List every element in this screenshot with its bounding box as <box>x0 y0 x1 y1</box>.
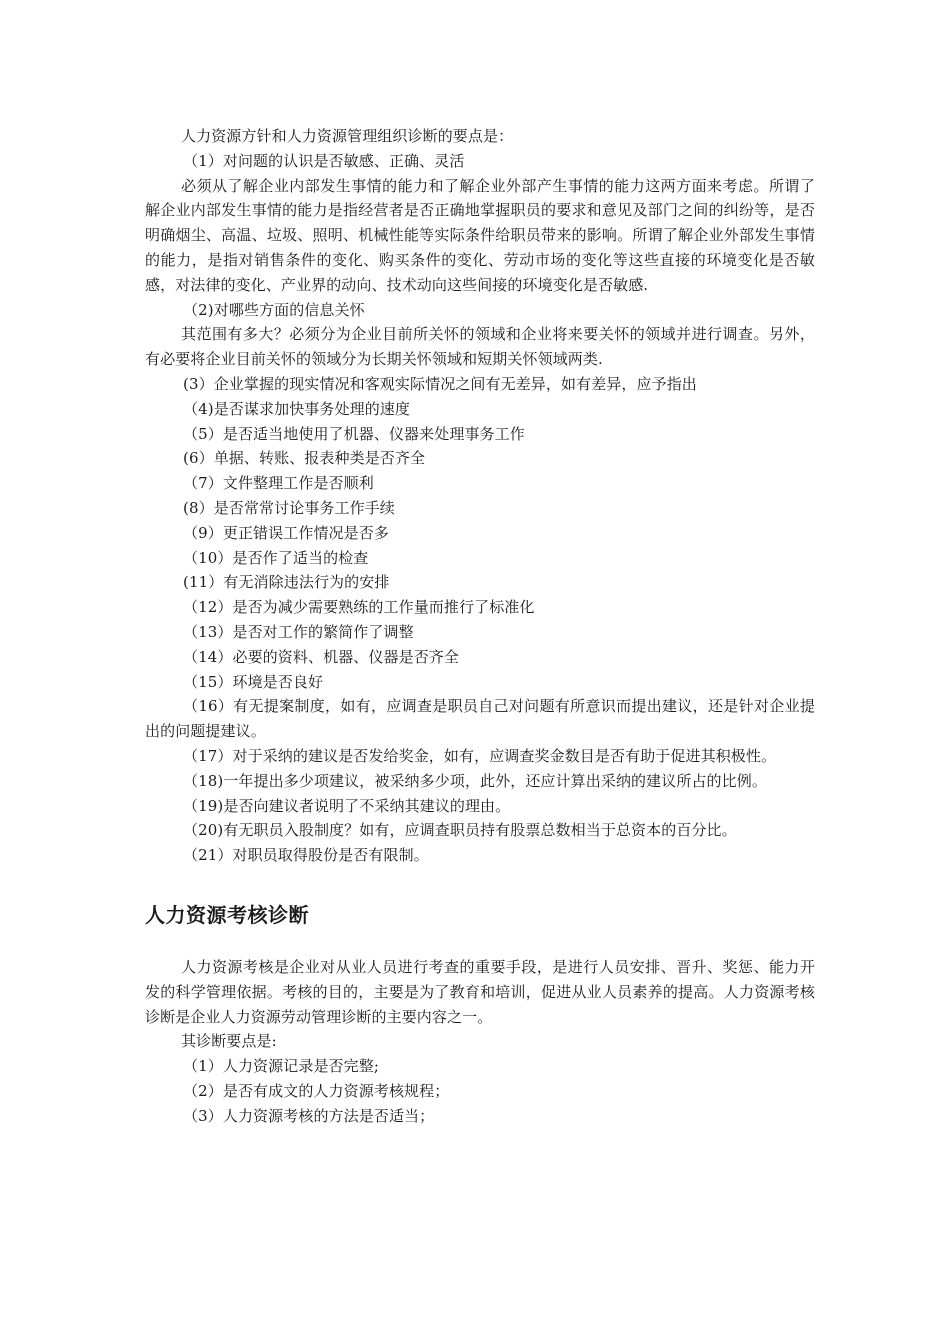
list-item: （17）对于采纳的建议是否发给奖金，如有，应调查奖金数目是否有助于促进其积极性。 <box>183 746 777 765</box>
list-item: （10）是否作了适当的检查 <box>183 548 369 567</box>
list-item: （1）人力资源记录是否完整; <box>183 1057 379 1076</box>
list-item: (11）有无消除违法行为的安排 <box>183 573 390 592</box>
list-item: （2）是否有成文的人力资源考核规程； <box>183 1081 450 1100</box>
list-item: （20)有无职员入股制度？如有，应调查职员持有股票总数相当于总资本的百分比。 <box>183 821 737 840</box>
list-item: （4)是否谋求加快事务处理的速度 <box>183 399 410 418</box>
section-intro: 人力资源方针和人力资源管理组织诊断的要点是： <box>181 127 514 145</box>
body-paragraph: 其范围有多大？必须分为企业目前所关怀的领域和企业将来要关怀的领域并进行调查。另外，有必要将企业目前关怀的领域分为长期关怀领域和短期关怀领域两类. <box>145 325 815 369</box>
list-item: （21）对职员取得股份是否有限制。 <box>183 846 429 865</box>
body-paragraph: 人力资源考核是企业对从业人员进行考查的重要手段，是进行人员安排、晋升、奖惩、能力开发的科学管理依据。考核的目的，主要是为了教育和培训，促进从业人员素养的提高。人力资源考核诊断是企业人力资源劳动管理诊断的主要内容之一。 <box>145 957 815 1026</box>
list-item: （5）是否适当地使用了机器、仪器来处理事务工作 <box>183 424 525 443</box>
hr-assessment-points <box>145 955 815 1129</box>
hr-policy-points <box>145 149 815 868</box>
list-item: （12）是否为减少需要熟练的工作量而推行了标准化 <box>183 598 535 617</box>
document-page <box>145 124 815 1128</box>
list-item: （1）对问题的认识是否敏感、正确、灵活 <box>183 151 465 170</box>
section-hr-assessment <box>145 901 815 1129</box>
list-item: (8）是否常常讨论事务工作手续 <box>183 498 395 517</box>
list-item: （14）必要的资料、机器、仪器是否齐全 <box>183 647 459 666</box>
list-item: （3）人力资源考核的方法是否适当； <box>183 1106 435 1125</box>
list-item: （9）更正错误工作情况是否多 <box>183 523 389 542</box>
list-item: （18)一年提出多少项建议，被采纳多少项，此外，还应计算出采纳的建议所占的比例。 <box>183 771 767 790</box>
list-item: (3）企业掌握的现实情况和客观实际情况之间有无差异，如有差异，应予指出 <box>183 374 697 393</box>
list-item: （15）环境是否良好 <box>183 672 324 691</box>
list-item: （16）有无提案制度，如有，应调查是职员自己对问题有所意识而提出建议，还是针对企业提出的问题提建议。 <box>145 697 815 741</box>
body-paragraph: 必须从了解企业内部发生事情的能力和了解企业外部产生事情的能力这两方面来考虑。所谓了解企业内部发生事情的能力是指经营者是否正确地掌握职员的要求和意见及部门之间的纠纷等，是否明确烟尘、高温、垃圾、照明、机械性能等实际条件给职员带来的影响。所谓了解企业外部发生事情的能力，是指对销售条件的变化、购买条件的变化、劳动市场的变化等这些直接的环境变化是否敏感，对法律的变化、产业界的动向、技术动向这些间接的环境变化是否敏感. <box>145 176 815 294</box>
list-item: （7）文件整理工作是否顺利 <box>183 474 374 493</box>
section-hr-policy <box>145 124 815 868</box>
list-item: （19)是否向建议者说明了不采纳其建议的理由。 <box>183 796 511 815</box>
list-item: （13）是否对工作的繁简作了调整 <box>183 622 414 641</box>
list-item: (6）单据、转账、报表种类是否齐全 <box>183 449 426 468</box>
body-paragraph: 其诊断要点是: <box>181 1032 277 1051</box>
list-item: （2)对哪些方面的信息关怀 <box>183 300 365 319</box>
section-heading: 人力资源考核诊断 <box>145 902 309 927</box>
